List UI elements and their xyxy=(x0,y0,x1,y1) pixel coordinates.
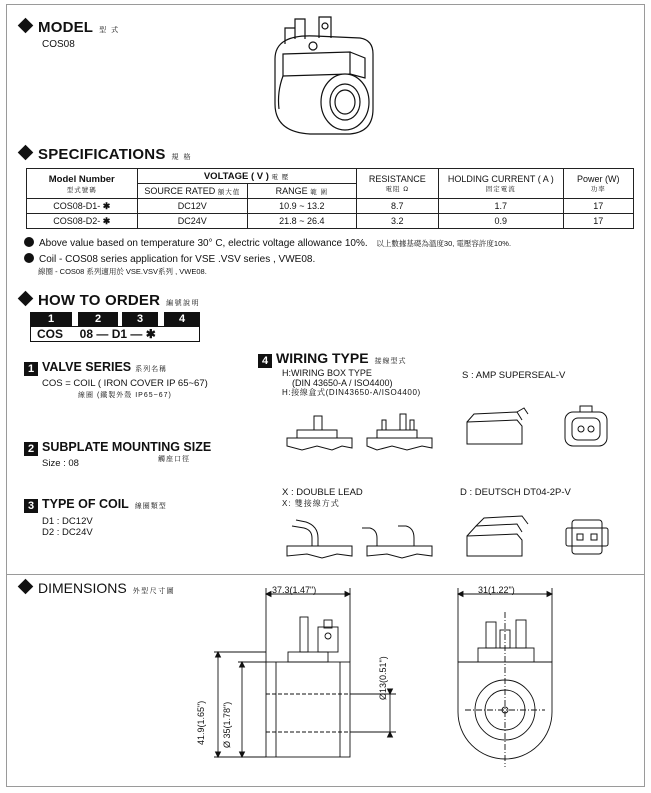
model-heading: MODEL 型 式 xyxy=(20,19,120,36)
wiring-h-drawing xyxy=(282,408,442,453)
header-resistance: RESISTANCE 電阻 Ω xyxy=(356,169,438,199)
section-type-of-coil: 3 TYPE OF COIL 線圈類型 xyxy=(24,497,167,513)
note-application-cn: 線圈 - COS08 系列適用於 VSE.VSV系列 , VWE08. xyxy=(38,267,207,276)
header-model-number: Model Number 型式號碼 xyxy=(27,169,138,199)
star-icon: ✱ xyxy=(102,215,111,226)
order-num-3: 3 xyxy=(122,312,158,326)
diamond-bullet-icon xyxy=(18,291,34,307)
dim-height-total: 41.9(1.65") xyxy=(196,700,206,745)
diamond-bullet-icon xyxy=(18,579,34,595)
section-subplate: 2 SUBPLATE MOUNTING SIZE xyxy=(24,440,211,456)
wiring-d-text: D : DEUTSCH DT04-2P-V xyxy=(460,487,571,498)
dim-width-front: 37.3(1.47") xyxy=(272,585,317,595)
header-holding-current: HOLDING CURRENT ( A ) 固定電流 xyxy=(439,169,564,199)
wiring-s-drawing xyxy=(462,400,612,452)
header-power: Power (W) 功率 xyxy=(563,169,633,199)
table-row: COS08-D1- ✱ DC12V 10.9 ~ 13.2 8.7 1.7 17 xyxy=(27,199,634,214)
bullet-icon xyxy=(24,237,34,247)
section-wiring-type: 4 WIRING TYPE 接線型式 xyxy=(258,350,407,368)
model-code: COS08 xyxy=(42,39,75,50)
note-application: Coil - COS08 series application for VSE .VSV series , VWE08. xyxy=(24,253,315,265)
dimensions-heading: DIMENSIONS 外型尺寸圖 xyxy=(20,580,175,596)
divider xyxy=(7,574,644,575)
header-range: RANGE 範 圍 xyxy=(248,184,357,199)
dim-width-side: 31(1.22") xyxy=(478,585,515,595)
dim-inner-dia: Ø13(0.51") xyxy=(378,656,388,700)
specifications-table xyxy=(26,168,634,229)
side-view-drawing xyxy=(430,582,590,772)
diamond-bullet-icon xyxy=(18,145,34,161)
order-num-1: 1 xyxy=(30,312,72,326)
star-icon: ✱ xyxy=(102,200,111,211)
dim-outer-dia: Ø 35(1.78") xyxy=(222,701,232,748)
wiring-s-text: S : AMP SUPERSEAL-V xyxy=(462,370,566,381)
how-to-order-heading: HOW TO ORDER 編號說明 xyxy=(20,292,200,309)
table-header-row xyxy=(27,169,634,184)
header-source-rated: SOURCE RATED 額大值 xyxy=(137,184,248,199)
order-code-box xyxy=(30,312,200,342)
wiring-d-drawing xyxy=(462,510,612,562)
wiring-h-text: H:WIRING BOX TYPE (DIN 43650-A / ISO4400) H:接線盒式(DIN43650-A/ISO4400) xyxy=(282,368,421,397)
coil-illustration xyxy=(255,14,390,142)
specifications-heading: SPECIFICATIONS 規 格 xyxy=(20,146,192,163)
note-temperature: Above value based on temperature 30° C, electric voltage allowance 10%. 以上數據基礎為溫度30, 電壓容許度10%. xyxy=(24,237,511,249)
diamond-bullet-icon xyxy=(18,18,34,34)
table-row: COS08-D2- ✱ DC24V 21.8 ~ 26.4 3.2 0.9 17 xyxy=(27,214,634,229)
wiring-x-drawing xyxy=(282,514,442,562)
order-num-4: 4 xyxy=(164,312,200,326)
header-voltage: VOLTAGE ( V ) 電 壓 xyxy=(137,169,356,184)
section-valve-series: 1 VALVE SERIES 系列名稱 xyxy=(24,360,167,376)
wiring-x-text: X : DOUBLE LEAD X: 雙接線方式 xyxy=(282,487,363,508)
order-code: COS 08 — D1 — ✱ xyxy=(30,326,200,342)
bullet-icon xyxy=(24,253,34,263)
order-num-2: 2 xyxy=(78,312,118,326)
